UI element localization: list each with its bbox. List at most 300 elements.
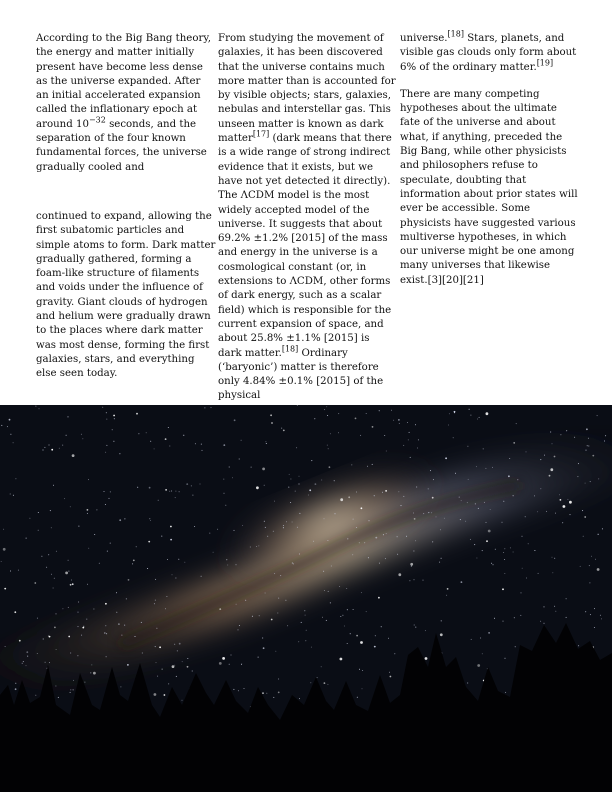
star	[78, 612, 79, 613]
star	[578, 463, 579, 464]
star	[389, 672, 390, 673]
star	[38, 512, 39, 513]
star	[191, 485, 192, 486]
star	[41, 556, 42, 557]
star	[360, 641, 363, 644]
star	[184, 562, 185, 563]
star	[38, 530, 39, 531]
star	[321, 480, 322, 481]
star	[295, 491, 296, 492]
star	[70, 692, 71, 693]
star	[346, 588, 347, 589]
star	[591, 556, 592, 557]
star	[258, 657, 259, 658]
star	[299, 554, 300, 555]
star	[72, 584, 73, 585]
star	[440, 529, 441, 530]
star	[385, 490, 387, 492]
star	[522, 568, 523, 569]
star	[382, 492, 383, 493]
star	[414, 579, 415, 580]
star	[301, 622, 302, 623]
star	[588, 446, 589, 447]
text-span: seconds, and the separation of the four known fundamental forces, the universe gradually cooled and	[36, 118, 207, 173]
star	[537, 511, 538, 512]
star	[327, 540, 328, 541]
star	[65, 572, 68, 575]
star	[112, 429, 113, 430]
star	[161, 536, 162, 537]
star	[327, 684, 328, 685]
star	[170, 539, 172, 541]
star	[390, 676, 392, 678]
star	[592, 455, 594, 457]
star	[582, 510, 583, 511]
star	[78, 526, 79, 527]
star	[482, 550, 483, 551]
star	[418, 439, 419, 440]
star	[91, 664, 92, 665]
star	[590, 481, 591, 482]
star	[297, 405, 298, 406]
star	[413, 513, 414, 514]
star	[39, 408, 40, 409]
star	[589, 565, 590, 566]
star	[7, 426, 8, 427]
star	[586, 450, 587, 451]
star	[177, 650, 178, 651]
star	[271, 422, 273, 424]
star	[398, 419, 400, 421]
star	[168, 427, 169, 428]
star	[68, 607, 69, 608]
star	[299, 698, 300, 699]
star	[467, 683, 468, 684]
star	[540, 488, 541, 489]
star	[578, 645, 579, 646]
star	[331, 566, 332, 567]
star	[528, 543, 529, 544]
star	[546, 511, 547, 512]
star	[477, 419, 478, 420]
star	[54, 627, 56, 629]
star	[375, 537, 377, 539]
star	[71, 580, 72, 581]
star	[147, 568, 148, 569]
star	[105, 603, 107, 605]
star	[479, 417, 480, 418]
star	[250, 547, 251, 548]
star	[308, 495, 309, 496]
star	[27, 656, 28, 657]
star	[35, 406, 36, 407]
star	[172, 665, 175, 668]
star	[550, 468, 553, 471]
star	[423, 580, 424, 581]
star	[357, 697, 358, 698]
star	[119, 453, 120, 454]
star	[560, 499, 562, 501]
star	[283, 430, 285, 432]
star	[448, 425, 449, 426]
star	[70, 653, 71, 654]
star	[169, 491, 170, 492]
star	[403, 496, 404, 497]
star	[598, 534, 599, 535]
star	[48, 554, 49, 555]
star	[309, 489, 311, 491]
star	[88, 479, 89, 480]
star	[298, 641, 299, 642]
star	[202, 450, 203, 451]
star	[252, 616, 253, 617]
star	[594, 627, 595, 628]
star	[238, 629, 239, 630]
star	[53, 485, 54, 486]
star	[347, 538, 348, 539]
star	[415, 540, 416, 541]
star	[278, 679, 279, 680]
star	[154, 448, 155, 449]
star	[155, 646, 156, 647]
star	[234, 530, 235, 531]
star	[266, 693, 267, 694]
star	[486, 412, 489, 415]
star	[526, 451, 527, 452]
star	[372, 426, 374, 428]
star	[385, 558, 386, 559]
star	[570, 514, 571, 515]
star	[148, 541, 150, 543]
star	[107, 551, 108, 552]
star	[59, 448, 60, 449]
star	[70, 506, 71, 507]
star	[544, 606, 545, 607]
star	[150, 441, 151, 442]
star	[167, 559, 168, 560]
star	[359, 542, 360, 543]
star	[150, 520, 151, 521]
text-span: Stars, planets, and visible gas clouds only form about 6% of the ordinary matter.	[400, 33, 577, 73]
star	[23, 661, 24, 662]
star	[229, 467, 230, 468]
star	[280, 575, 281, 576]
star	[338, 413, 339, 414]
star	[62, 608, 63, 609]
star	[560, 434, 561, 435]
star	[493, 564, 494, 565]
star	[321, 666, 322, 667]
star	[53, 588, 54, 589]
star	[398, 491, 399, 492]
star	[56, 613, 57, 614]
star	[372, 464, 373, 465]
star	[432, 497, 434, 499]
star	[35, 695, 36, 696]
star	[362, 670, 363, 671]
star	[165, 438, 167, 440]
star	[352, 554, 353, 555]
star	[311, 460, 312, 461]
star	[179, 643, 181, 645]
citation-ref[interactable]: [18]	[447, 29, 464, 39]
star	[285, 600, 286, 601]
star	[178, 559, 179, 560]
star	[106, 633, 107, 634]
star	[355, 418, 357, 420]
star	[353, 609, 354, 610]
star	[22, 663, 23, 664]
star	[166, 596, 167, 597]
star	[19, 640, 21, 642]
star	[26, 651, 28, 653]
star	[552, 443, 553, 444]
star	[137, 487, 138, 488]
star	[44, 447, 45, 448]
star	[175, 497, 176, 498]
star	[292, 563, 293, 564]
star	[114, 418, 115, 419]
star	[347, 609, 348, 610]
star	[386, 451, 387, 452]
star	[15, 683, 16, 684]
star	[88, 548, 89, 549]
star	[566, 430, 567, 431]
star	[369, 520, 370, 521]
star	[29, 518, 30, 519]
star	[251, 467, 252, 468]
star	[87, 584, 88, 585]
star	[204, 407, 205, 408]
star	[414, 625, 415, 626]
star	[598, 478, 599, 479]
star	[306, 630, 307, 631]
star	[84, 682, 85, 683]
star	[469, 409, 470, 410]
star	[597, 534, 598, 535]
star	[330, 602, 331, 603]
star	[441, 558, 442, 559]
star	[46, 567, 47, 568]
star	[13, 495, 14, 496]
star	[470, 415, 471, 416]
star	[323, 571, 324, 572]
star	[174, 665, 175, 666]
star	[384, 435, 385, 436]
star	[311, 647, 312, 648]
star	[505, 692, 506, 693]
star	[492, 467, 493, 468]
star	[415, 424, 416, 425]
star	[378, 597, 380, 599]
star	[522, 536, 523, 537]
star	[587, 445, 588, 446]
star	[154, 693, 157, 696]
night-sky-illustration	[0, 405, 612, 792]
star	[415, 627, 416, 628]
star	[93, 672, 96, 675]
star	[447, 588, 449, 590]
star	[417, 448, 418, 449]
star	[142, 653, 143, 654]
star	[495, 549, 496, 550]
star	[375, 635, 376, 636]
star	[366, 413, 367, 414]
star	[514, 617, 515, 618]
star	[360, 435, 361, 436]
star	[222, 657, 225, 660]
citation-ref[interactable]: [19]	[536, 58, 554, 68]
star	[244, 688, 245, 689]
star	[334, 480, 335, 481]
star	[488, 530, 491, 533]
star	[56, 649, 57, 650]
star	[433, 479, 434, 480]
star	[356, 635, 358, 637]
star	[600, 615, 601, 616]
star	[296, 447, 297, 448]
star	[410, 563, 413, 566]
star	[315, 483, 317, 485]
star	[290, 479, 291, 480]
star	[407, 422, 408, 423]
star	[397, 536, 398, 537]
star	[136, 413, 138, 415]
star	[281, 428, 282, 429]
star	[449, 413, 450, 414]
star	[590, 614, 591, 615]
star	[149, 487, 151, 489]
star	[550, 432, 551, 433]
star	[313, 541, 314, 542]
star	[287, 625, 288, 626]
star	[476, 558, 477, 559]
star	[105, 504, 106, 505]
star	[106, 445, 107, 446]
star	[366, 611, 367, 612]
star	[544, 455, 545, 456]
star	[183, 435, 184, 436]
star	[348, 496, 350, 498]
star	[158, 500, 159, 501]
star	[127, 664, 129, 666]
star	[391, 410, 392, 411]
star	[504, 573, 505, 574]
star	[540, 459, 541, 460]
star	[364, 542, 365, 543]
star	[124, 518, 125, 519]
star	[534, 550, 535, 551]
star	[241, 664, 242, 665]
star	[168, 683, 169, 684]
star	[403, 445, 404, 446]
star	[583, 536, 584, 537]
star	[521, 592, 522, 593]
citation-ref[interactable]: [18]	[281, 344, 299, 354]
star	[503, 552, 504, 553]
star	[475, 503, 476, 504]
star	[49, 445, 50, 446]
star	[467, 446, 468, 447]
star	[274, 573, 275, 574]
star	[120, 686, 121, 687]
star	[413, 551, 414, 552]
star	[482, 653, 483, 654]
star	[156, 662, 157, 663]
star	[379, 410, 380, 411]
star	[106, 412, 107, 413]
star	[219, 608, 221, 610]
star	[77, 655, 78, 656]
star	[192, 671, 193, 672]
star	[549, 475, 551, 477]
star	[273, 697, 274, 698]
star	[87, 513, 88, 514]
star	[277, 613, 278, 614]
star	[200, 484, 201, 485]
paragraph-expansion: continued to expand, allowing the first subatomic particles and simple atoms to form. Dark matter gradually gathered, forming a foam-like structure of filaments and voids under the influence of gravity. Giant clouds of hydrogen and helium were gradually drawn to the places where dark matter was most dense, forming the first galaxies, stars, and everything else seen today.	[36, 210, 216, 380]
star	[374, 495, 375, 496]
star	[483, 448, 484, 449]
star	[55, 686, 56, 687]
star	[162, 669, 163, 670]
star	[416, 487, 417, 488]
star	[9, 419, 11, 421]
star	[172, 574, 173, 575]
star	[26, 665, 27, 666]
star	[439, 562, 440, 563]
citation-ref[interactable]: [17]	[252, 129, 270, 139]
star	[278, 692, 280, 694]
star	[34, 582, 36, 584]
star	[110, 543, 111, 544]
star	[351, 464, 352, 465]
star	[171, 491, 172, 492]
star	[559, 494, 560, 495]
star	[113, 441, 114, 442]
star	[70, 584, 72, 586]
star	[299, 484, 300, 485]
star	[256, 546, 257, 547]
star	[45, 662, 46, 663]
star	[520, 615, 521, 616]
star	[94, 534, 95, 535]
star	[326, 406, 327, 407]
star	[324, 682, 326, 684]
star	[460, 519, 461, 520]
star	[72, 454, 75, 457]
star	[554, 606, 555, 607]
star	[432, 541, 433, 542]
star	[478, 508, 479, 509]
star	[223, 479, 224, 480]
text-span: From studying the movement of galaxies, it has been discovered that the universe contains much more matter than is accounted for by visible objects; stars, galaxies, nebulas and interstellar gas. This unseen matter is known as dark matter	[218, 33, 396, 145]
star	[324, 409, 325, 410]
star	[51, 449, 53, 451]
star	[226, 559, 227, 560]
star	[106, 419, 107, 420]
star	[488, 632, 490, 634]
star	[465, 521, 466, 522]
star	[110, 491, 111, 492]
star	[367, 466, 368, 467]
star	[430, 470, 431, 471]
star	[386, 533, 387, 534]
star	[563, 505, 566, 508]
star	[211, 407, 212, 408]
star	[121, 635, 122, 636]
star	[51, 574, 52, 575]
